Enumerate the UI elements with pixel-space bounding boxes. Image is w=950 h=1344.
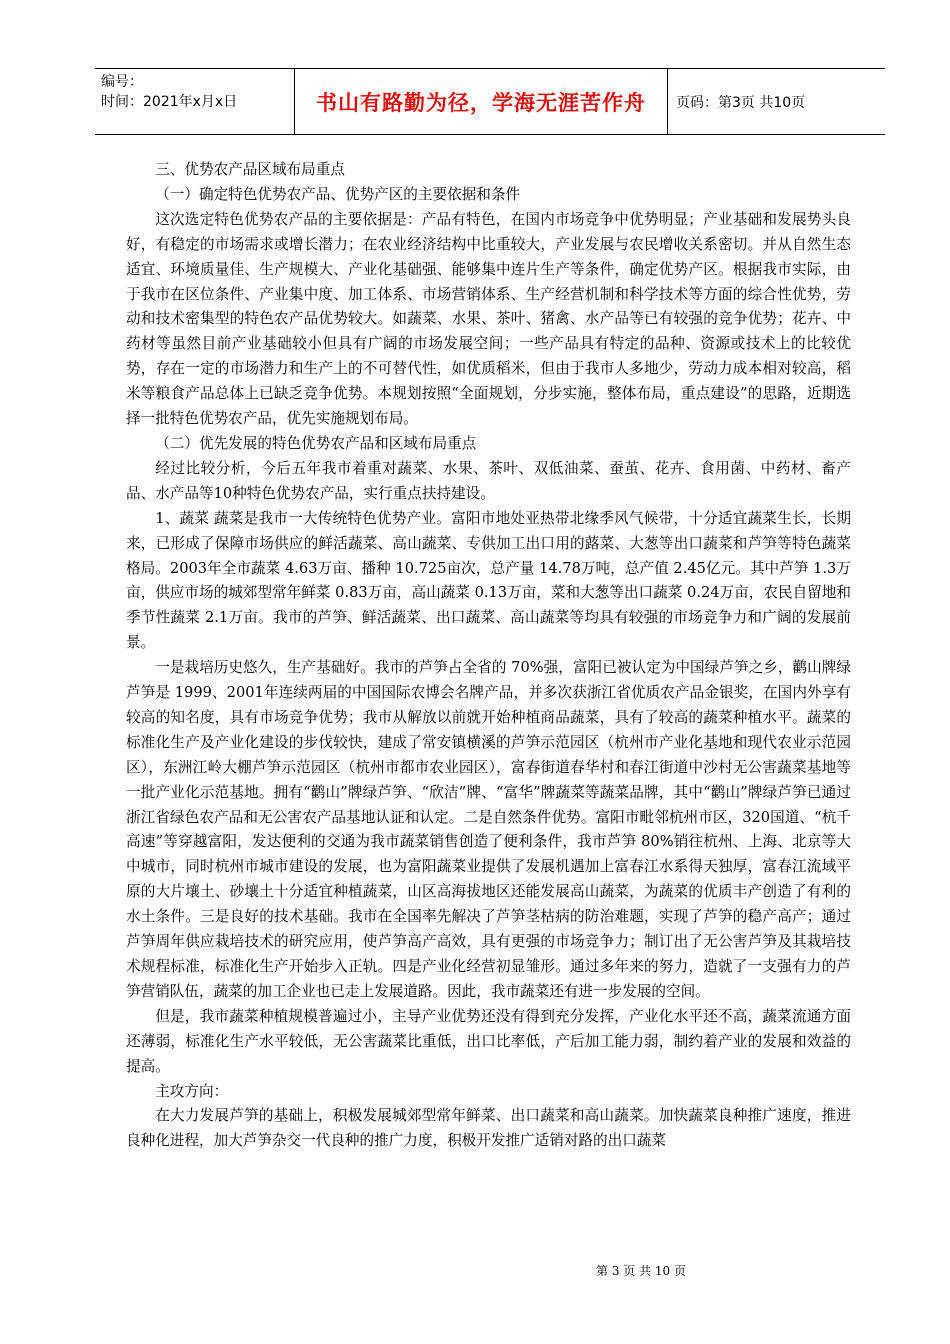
body-paragraph: 1、蔬菜 蔬菜是我市一大传统特色优势产业。富阳市地处亚热带北缘季风气候带，十分适宜蔬菜生长，长期来，已形成了保障市场供应的鲜活蔬菜、高山蔬菜、专供加工出口用的蕗菜、大葱等出口蔬菜和芦笋等特色蔬菜格局。2003年全市蔬菜 4.63万亩、播种 10.725亩次，总产量 14.78万吨，总产值 2.45亿元。其中芦笋 1.3万亩，供应市场的城郊型常年鲜菜 0.83万亩，高山蔬菜 0.13万亩，菜和大葱等出口蔬菜 0.24万亩，农民自留地和季节性蔬菜 2.1万亩。我市的芦笋、鲜活蔬菜、出口蔬菜、高山蔬菜等均具有较强的市场竞争力和广阔的发展前景。 bbox=[126, 509, 851, 652]
page-footer-text: 第 3 页 共 10 页 bbox=[596, 1264, 686, 1278]
subsection-heading: （二）优先发展的特色优势农产品和区域布局重点 bbox=[155, 434, 477, 452]
body-paragraph: 在大力发展芦笋的基础上，积极发展城郊型常年鲜菜、出口蔬菜和高山蔬菜。加快蔬菜良种推广速度，推进良种化进程，加大芦笋杂交一代良种的推广力度，积极开发推广适销对路的出口蔬菜 bbox=[126, 1107, 851, 1150]
body-paragraph: 一是栽培历史悠久，生产基础好。我市的芦笋占全省的 70%强，富阳已被认定为中国绿芦笋之乡，鹳山牌绿芦笋是 1999、2001年连续两届的中国国际农博会名牌产品，并多次获浙江省优质农产品金银奖，在国内外享有较高的知名度，具有市场竞争优势；我市从解放以前就开始种植商品蔬菜，具有了较高的蔬菜种植水平。蔬菜的标准化生产及产业化建设的步伐较快，建成了常安镇横溪的芦笋示范园区（杭州市产业化基地和现代农业示范园区），东洲江岭大棚芦笋示范园区（杭州市都市农业园区），富春街道春华村和春江街道中沙村无公害蔬菜基地等一批产业化示范基地。拥有“鹳山”牌绿芦笋、“欣洁”牌、“富华”牌蔬菜等蔬菜品牌，其中“鹳山”牌绿芦笋已通过浙江省绿色农产品和无公害农产品基地认证和认定。二是自然条件优势。富阳市毗邻杭州市区，320国道、“杭千高速”等穿越富阳，发达便利的交通为我市蔬菜销售创造了便利条件，我市芦笋 80%销往杭州、上海、北京等大中城市，同时杭州市城市建设的发展，也为富阳蔬菜业提供了发展机遇加上富春江水系得天独厚，富春江流域平原的大片壤土、砂壤土十分适宜种植蔬菜，山区高海拔地区还能发展高山蔬菜，为蔬菜的优质丰产创造了有利的水土条件。三是良好的技术基础。我市在全国率先解决了芦笋茎枯病的防治难题，实现了芦笋的稳产高产；通过芦笋周年供应栽培技术的研究应用，使芦笋高产高效，具有更强的市场竞争力；制订出了无公害芦笋及其栽培技术规程标准，标准化生产开始步入正轨。四是产业化经营初显雏形。通过多年来的努力，造就了一支强有力的芦笋营销队伍，蔬菜的加工企业也已走上发展道路。因此，我市蔬菜还有进一步发展的空间。 bbox=[126, 659, 851, 1000]
body-paragraph: 主攻方向： bbox=[155, 1082, 229, 1100]
subsection-heading: （一）确定特色优势农产品、优势产区的主要依据和条件 bbox=[155, 185, 521, 203]
body-paragraph: 这次选定特色优势农产品的主要依据是：产品有特色，在国内市场竞争中优势明显；产业基础和发展势头良好，有稳定的市场需求或增长潜力；在农业经济结构中比重较大，产业发展与农民增收关系密切。并从自然生态适宜、环境质量佳、生产规模大、产业化基础强、能够集中连片生产等条件，确定优势产区。根据我市实际，由于我市在区位条件、产业集中度、加工体系、市场营销体系、生产经营机制和科学技术等方面的综合性优势，劳动和技术密集型的特色农产品优势较大。如蔬菜、水果、茶叶、猪禽、水产品等已有较强的竞争优势；花卉、中药材等虽然目前产业基础较小但具有广阔的市场发展空间；一些产品具有特定的品种、资源或技术上的比较优势，存在一定的市场潜力和生产上的不可替代性，如优质稻米，但由于我市人多地少，劳动力成本相对较高，稻米等粮食产品总体上已缺乏竞争优势。本规划按照“全面规划，分步实施，整体布局，重点建设”的思路，近期选择一批特色优势农产品，优先实施规划布局。 bbox=[126, 210, 851, 428]
header-motto: 书山有路勤为径，学海无涯苦作舟 bbox=[294, 69, 668, 134]
number-label: 编号： bbox=[101, 74, 143, 90]
body-paragraph: 但是，我市蔬菜种植规模普遍过小，主导产业优势还没有得到充分发挥，产业化水平还不高，蔬菜流通方面还薄弱，标准化生产水平较低，无公害蔬菜比重低，出口比率低，产后加工能力弱，制约着产业的发展和效益的提高。 bbox=[126, 1007, 851, 1075]
header-page-info: 页码：第3页 共10页 bbox=[676, 94, 806, 111]
header-table bbox=[95, 68, 885, 135]
section-heading: 三、优势农产品区域布局重点 bbox=[155, 161, 345, 178]
body-paragraph: 经过比较分析，今后五年我市着重对蔬菜、水果、茶叶、双低油菜、蚕茧、花卉、食用菌、中药材、畜产品、水产品等10种特色优势农产品，实行重点扶持建设。 bbox=[126, 459, 851, 502]
document-body bbox=[126, 158, 851, 1154]
header-meta bbox=[95, 69, 294, 134]
time-label: 时间：2021年x月x日 bbox=[101, 94, 238, 110]
